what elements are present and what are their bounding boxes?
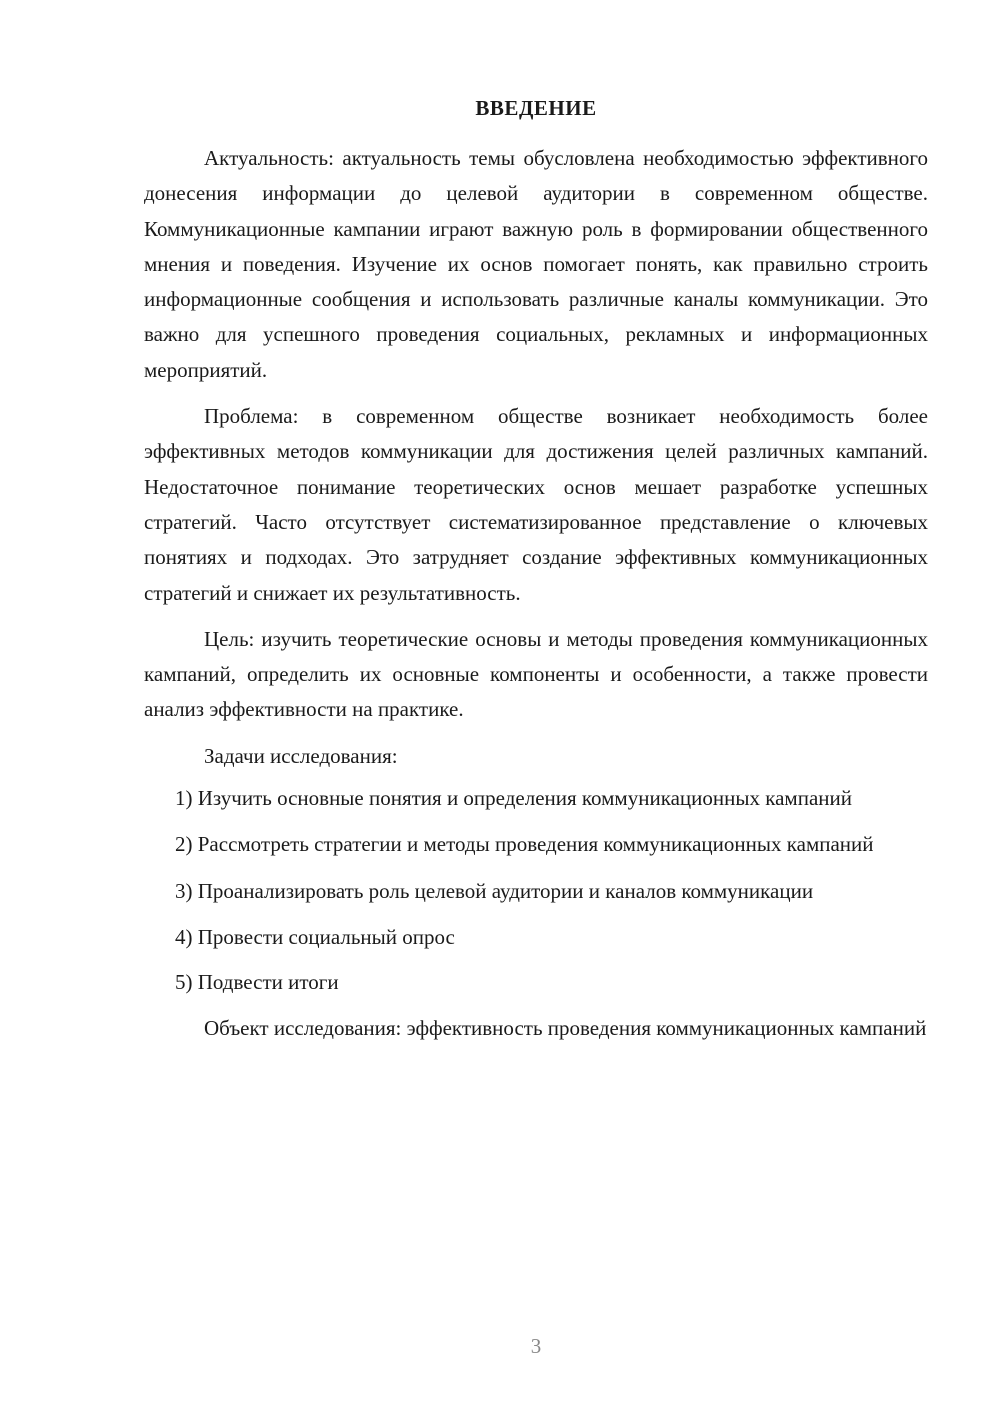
task-item: 4) Провести социальный опрос	[175, 924, 455, 949]
goal-paragraph: Цель: изучить теоретические основы и методы проведения коммуникационных кампаний, определить их основные компоненты и особенности, а также провести анализ эффективности на практике.	[144, 626, 928, 722]
tasks-heading: Задачи исследования:	[204, 743, 398, 768]
document-body	[144, 141, 928, 1057]
problem-paragraph: Проблема: в современном обществе возникает необходимость более эффективных методов коммуникации для достижения целей различных кампаний. Недостаточное понимание теоретических основ мешает разработке успешных стратегий. Часто отсутствует систематизированное представление о ключевых понятиях и подходах. Это затрудняет создание эффективных коммуникационных стратегий и снижает их результативность.	[144, 404, 928, 605]
page-heading: ВВЕДЕНИЕ	[475, 96, 597, 120]
object-paragraph: Объект исследования: эффективность проведения коммуникационных кампаний	[204, 1015, 927, 1040]
relevance-paragraph: Актуальность: актуальность темы обусловлена необходимостью эффективного донесения информации до целевой аудитории в современном обществе. Коммуникационные кампании играют важную роль в формировании общественного мнения и поведения. Изучение их основ помогает понять, как правильно строить информационные сообщения и использовать различные каналы коммуникации. Это важно для успешного проведения социальных, рекламных и информационных мероприятий.	[144, 146, 928, 382]
task-item: 1) Изучить основные понятия и определения коммуникационных кампаний	[175, 786, 852, 811]
task-item: 2) Рассмотреть стратегии и методы проведения коммуникационных кампаний	[175, 832, 874, 857]
task-item: 3) Проанализировать роль целевой аудитории и каналов коммуникации	[175, 878, 814, 903]
task-item: 5) Подвести итоги	[175, 970, 339, 995]
page-number: 3	[530, 1334, 542, 1358]
